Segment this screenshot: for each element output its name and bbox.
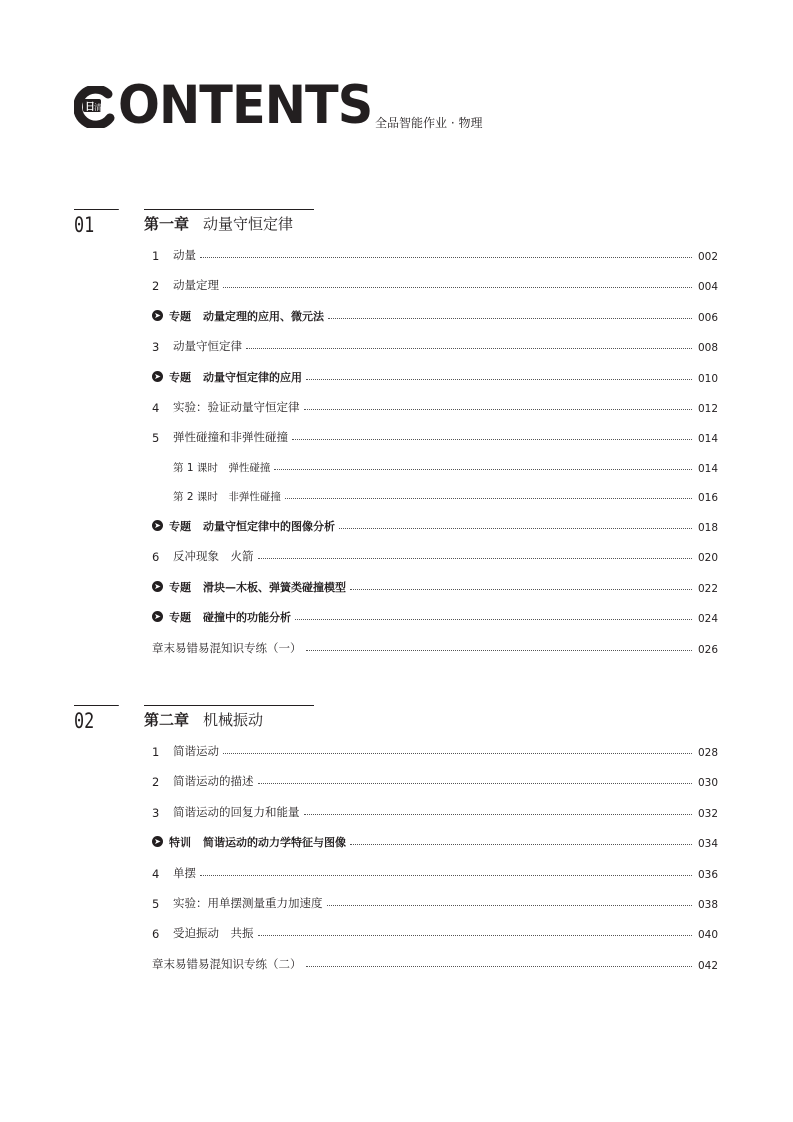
toc-entry[interactable] — [152, 769, 718, 789]
entry-title: 动量守恒定律 — [173, 339, 242, 354]
arrow-right-icon: ➤ — [152, 581, 163, 592]
leader-dots — [306, 650, 693, 651]
entry-number: 1 — [152, 745, 160, 759]
leader-dots — [258, 935, 693, 936]
entry-number: 4 — [152, 866, 160, 881]
entry-title: 动量定理 — [173, 278, 219, 293]
entry-tag: 特训 — [169, 836, 191, 850]
chapter-label: 第二章 — [144, 711, 190, 729]
entry-title: 简谐运动的描述 — [173, 774, 254, 789]
toc-entry[interactable] — [152, 800, 718, 820]
page-number: 002 — [698, 251, 719, 263]
entry-title: 弹性碰撞和非弹性碰撞 — [173, 430, 288, 445]
entry-title: 章末易错易混知识专练（一） — [152, 640, 302, 655]
svg-text:日: 日 — [85, 102, 95, 113]
chapter-title — [144, 705, 314, 730]
entry-tag: 专题 — [169, 519, 191, 533]
entry-number: 2 — [152, 279, 160, 294]
leader-dots — [350, 589, 692, 590]
entry-number: 6 — [152, 550, 160, 565]
toc-entry[interactable] — [152, 544, 718, 564]
toc-entry[interactable] — [152, 830, 718, 850]
chapter-1 — [74, 209, 724, 669]
leader-dots — [339, 528, 692, 529]
toc-entry[interactable] — [152, 243, 718, 263]
page-number: 012 — [698, 403, 719, 415]
entry-title: 动量守恒定律的应用 — [203, 370, 302, 384]
page-number: 014 — [698, 433, 719, 446]
toc-entry[interactable] — [152, 605, 718, 625]
leader-dots — [304, 409, 693, 410]
page-number: 020 — [698, 552, 719, 565]
header-subtitle: 全品智能作业 · 物理 — [375, 116, 483, 130]
entry-title: 碰撞中的功能分析 — [203, 611, 291, 625]
arrow-right-icon: ➤ — [152, 611, 163, 622]
contents-header — [74, 75, 754, 136]
page-number: 006 — [698, 311, 719, 324]
svg-text:清: 清 — [94, 103, 102, 112]
page-number: 036 — [698, 868, 719, 881]
entry-title: 动量 — [173, 248, 196, 262]
entry-tag: 专题 — [169, 370, 191, 384]
entry-title: 受迫振动 共振 — [173, 926, 254, 941]
page-number: 022 — [698, 582, 719, 595]
entry-number: 2 — [152, 775, 160, 790]
toc-entry[interactable] — [152, 891, 718, 911]
toc-entry[interactable] — [152, 273, 718, 293]
page-number: 016 — [698, 492, 719, 505]
toc-entry[interactable] — [152, 334, 718, 354]
leader-dots — [200, 875, 692, 876]
entry-title: 简谐运动的回复力和能量 — [173, 804, 300, 819]
toc-entry[interactable] — [152, 921, 718, 941]
entry-title: 单摆 — [173, 865, 196, 880]
leader-dots — [274, 469, 692, 470]
chapter-name: 动量守恒定律 — [203, 215, 294, 233]
toc-entry[interactable] — [152, 739, 718, 759]
entry-title: 实验：用单摆测量重力加速度 — [173, 896, 323, 910]
toc-entry[interactable] — [152, 365, 718, 385]
leader-dots — [223, 753, 692, 754]
page-number: 032 — [698, 807, 719, 820]
leader-dots — [285, 498, 692, 499]
entry-title: 简谐运动的动力学特征与图像 — [203, 836, 346, 850]
page-number: 028 — [698, 747, 719, 759]
entry-title: 动量定理的应用、微元法 — [203, 309, 324, 323]
chapter-title — [144, 209, 314, 234]
arrow-right-icon: ➤ — [152, 836, 163, 847]
leader-dots — [327, 905, 693, 906]
chapter-2 — [74, 705, 724, 995]
entry-title: 实验：验证动量守恒定律 — [173, 400, 300, 414]
toc-entry[interactable] — [152, 861, 718, 881]
toc-entry[interactable] — [152, 395, 718, 415]
leader-dots — [350, 844, 692, 845]
chapter-name: 机械振动 — [203, 711, 264, 729]
entry-title: 滑块—木板、弹簧类碰撞模型 — [203, 580, 346, 594]
chapter-label: 第一章 — [144, 215, 190, 233]
leader-dots — [328, 318, 692, 319]
entry-number: 3 — [152, 805, 160, 820]
entry-number: 5 — [152, 431, 160, 446]
toc-entry[interactable] — [152, 575, 718, 595]
entry-tag: 专题 — [169, 309, 191, 323]
page-number: 024 — [698, 613, 719, 626]
leader-dots — [292, 439, 692, 440]
arrow-right-icon: ➤ — [152, 520, 163, 531]
arrow-right-icon: ➤ — [152, 371, 163, 382]
toc-entry[interactable] — [152, 636, 718, 656]
page-number: 030 — [698, 777, 719, 790]
leader-dots — [258, 558, 693, 559]
contents-title: ONTENTS — [118, 75, 373, 136]
page-number: 018 — [698, 521, 719, 534]
leader-dots — [304, 814, 693, 815]
toc-entry[interactable] — [152, 425, 718, 445]
page-number: 026 — [698, 643, 719, 656]
entry-title: 第 1 课时 弹性碰撞 — [173, 461, 271, 474]
page-number: 042 — [698, 959, 719, 972]
page-number: 014 — [698, 462, 719, 475]
chapter-number: 01 — [74, 209, 119, 238]
page-number: 004 — [698, 281, 719, 294]
entry-title: 简谐运动 — [173, 744, 219, 758]
toc-entry[interactable] — [152, 304, 718, 324]
page-number: 038 — [698, 899, 719, 911]
page-number: 010 — [698, 372, 719, 385]
page-number: 040 — [698, 929, 719, 942]
chapter-number: 02 — [74, 705, 119, 734]
entry-title: 章末易错易混知识专练（二） — [152, 956, 302, 971]
entry-number: 4 — [152, 401, 160, 415]
brand-logo-icon — [74, 86, 116, 128]
toc-entry[interactable] — [152, 455, 718, 475]
leader-dots — [246, 348, 692, 349]
entry-number: 1 — [152, 249, 160, 263]
entry-number: 5 — [152, 897, 160, 911]
entry-number: 6 — [152, 927, 160, 942]
page-number: 008 — [698, 342, 719, 355]
toc-entry[interactable] — [152, 514, 718, 534]
entry-title: 反冲现象 火箭 — [173, 549, 254, 564]
leader-dots — [306, 966, 693, 967]
entry-tag: 专题 — [169, 580, 191, 594]
leader-dots — [258, 783, 693, 784]
leader-dots — [306, 379, 692, 380]
leader-dots — [223, 287, 692, 288]
entry-number: 3 — [152, 340, 160, 355]
toc-entry[interactable] — [152, 952, 718, 972]
leader-dots — [200, 257, 692, 258]
page-number: 034 — [698, 838, 719, 851]
entry-title: 第 2 课时 非弹性碰撞 — [173, 491, 281, 504]
leader-dots — [295, 619, 692, 620]
toc-entry[interactable] — [152, 484, 718, 504]
entry-title: 动量守恒定律中的图像分析 — [203, 519, 335, 533]
entry-tag: 专题 — [169, 611, 191, 625]
arrow-right-icon: ➤ — [152, 310, 163, 321]
